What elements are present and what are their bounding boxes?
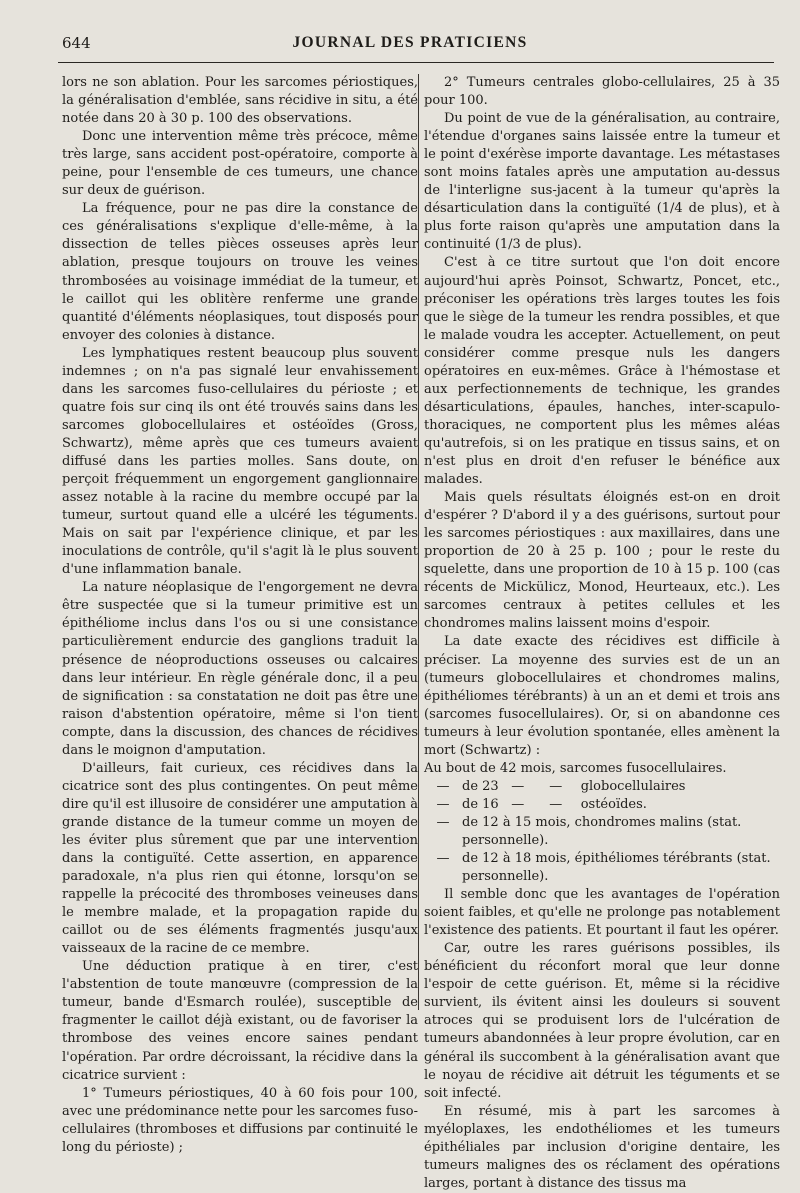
- list-text: de 16: [462, 796, 499, 812]
- list-text: de 23: [462, 778, 499, 794]
- paragraph: La fréquence, pour ne pas dire la constance de ces généralisations s'explique d'elle-même, à la dissection de telles pièces osseuses après leur ablation, presque toujours on trouve les veines thrombosées au voisinage immédiat de la tumeur, et le caillot qui les oblitère renferme une grande quantité d'éléments néoplasiques, tout disposés pour envoyer des colonies à distance.: [62, 201, 418, 343]
- paragraph: Une déduction pratique à en tirer, c'est l'abstention de toute manœuvre (compression de la tumeur, bande d'Esmarch roulée), susceptible de fragmenter le caillot déjà existant, ou de favoriser la thrombose des veines encore saines pendant l'opération. Par ordre décroissant, la récidive dans la cicatrice survient :: [62, 959, 418, 1083]
- list-dash: —: [436, 851, 450, 867]
- list-dash: —: [549, 796, 563, 812]
- list-item: [424, 778, 780, 796]
- page-header: [0, 34, 800, 56]
- paragraph: Car, outre les rares guérisons possibles, ils bénéficient du réconfort moral que leur donne l'espoir de cette guérison. Et, même si la récidive survient, ils évitent ainsi les douleurs si souvent atroces qui se produisent lors de l'ulcération de tumeurs abandonnées à leur propre évolution, car en général ils succombent à la généralisation avant que le noyau de récidive ait détruit les téguments et se soit infecté.: [424, 941, 780, 1101]
- paragraph: La date exacte des récidives est difficile à préciser. La moyenne des survies est de un an (tumeurs globocellulaires et chondromes malins, épithéliomes térébrants) à un an et demi et trois ans (sarcomes fusocellulaires). Or, si on abandonne ces tumeurs à leur évolution spontanée, elles amènent la mort (Schwartz) :: [424, 634, 780, 758]
- list-item: [424, 814, 780, 850]
- list-dash: —: [511, 778, 525, 794]
- paragraph: En résumé, mis à part les sarcomes à myéloplaxes, les endothéliomes et les tumeurs épithéliales par inclusion d'origine dentaire, les tumeurs malignes des os réclament des opérations larges, portant à distance des tissus ma: [424, 1103, 780, 1191]
- list-text: de 12 à 18 mois, épithéliomes térébrants (stat. personnelle).: [462, 851, 771, 885]
- paragraph: Donc une intervention même très précoce, même très large, sans accident post-opératoire, comporte à peine, pour l'ensemble de ces tumeurs, une chance sur deux de guérison.: [62, 129, 418, 199]
- list-item: [424, 850, 780, 886]
- list-dash: —: [436, 814, 450, 830]
- paragraph: lors ne son ablation. Pour les sarcomes périostiques, la généralisation d'emblée, sans récidive in situ, a été notée dans 20 à 30 p. 100 des observations.: [62, 75, 418, 127]
- running-title: JOURNAL DES PRATICIENS: [292, 34, 528, 51]
- list-intro: Au bout de 42 mois, sarcomes fusocellulaires.: [424, 760, 727, 776]
- right-column: [424, 74, 780, 1193]
- left-column: [62, 74, 418, 1157]
- list-dash: —: [511, 796, 525, 812]
- paragraph: 2° Tumeurs centrales globo-cellulaires, 25 à 35 pour 100.: [424, 75, 780, 109]
- paragraph: D'ailleurs, fait curieux, ces récidives dans la cicatrice sont des plus contingentes. On peut même dire qu'il est illusoire de considérer une amputation à grande distance de la tumeur comme un moyen de les éviter plus sûrement que par une intervention dans la contiguïté. Cette assertion, en apparence paradoxale, n'a plus rien qui étonne, lorsqu'on se rappelle la précocité des thromboses veineuses dans le membre malade, et la propagation rapide du caillot ou de ses éléments fragmentés jusqu'aux vaisseaux de la racine de ce membre.: [62, 760, 418, 957]
- list-text: globocellulaires: [580, 778, 686, 794]
- list-dash: —: [436, 796, 450, 812]
- list-text: ostéoïdes.: [580, 796, 647, 812]
- paragraph: La nature néoplasique de l'engorgement ne devra être suspectée que si la tumeur primitive est un épithéliome inclus dans l'os ou si une consistance particulièrement endurcie des ganglions traduit la présence de néoproductions osseuses ou calcaires dans leur intérieur. En règle générale donc, il a peu de signification : sa constatation ne doit pas être une raison d'abstention opératoire, même si l'on tient compte, dans la discussion, des chances de récidives dans le moignon d'amputation.: [62, 580, 418, 758]
- paragraph: 1° Tumeurs périostiques, 40 à 60 fois pour 100, avec une prédominance nette pour les sarcomes fuso-cellulaires (thromboses et diffusions par continuité le long du périoste) ;: [62, 1085, 418, 1155]
- survival-list: [424, 760, 780, 886]
- header-rule: [58, 62, 774, 63]
- paragraph: Mais quels résultats éloignés est-on en droit d'espérer ? D'abord il y a des guérisons, surtout pour les sarcomes périostiques : aux maxillaires, dans une proportion de 20 à 25 p. 100 ; pour le reste du squelette, dans une proportion de 10 à 15 p. 100 (cas récents de Mickülicz, Monod, Heurteaux, etc.). Les sarcomes centraux à petites cellules et les chondromes malins laissent moins d'espoir.: [424, 490, 780, 632]
- page-number: 644: [62, 34, 91, 52]
- column-divider: [418, 74, 419, 1010]
- list-text: de 12 à 15 mois, chondromes malins (stat. personnelle).: [462, 814, 742, 848]
- paragraph: Les lymphatiques restent beaucoup plus souvent indemnes ; on n'a pas signalé leur envahissement dans les sarcomes fuso-cellulaires du périoste ; et quatre fois sur cinq ils ont été trouvés sains dans les sarcomes globocellulaires et ostéoïdes (Gross, Schwartz), même après que ces tumeurs avaient diffusé dans les parties molles. Sans doute, on perçoit fréquemment un engorgement ganglionnaire assez notable à la racine du membre occupé par la tumeur, surtout quand elle a ulcéré les téguments. Mais on sait par l'expérience clinique, et par les inoculations de contrôle, qu'il s'agit là le plus souvent d'une inflammation banale.: [62, 345, 418, 578]
- paragraph: Il semble donc que les avantages de l'opération soient faibles, et qu'elle ne prolonge pas notablement l'existence des patients. Et pourtant il faut les opérer.: [424, 887, 780, 939]
- list-item: [424, 796, 780, 814]
- list-dash: —: [549, 778, 563, 794]
- paragraph: C'est à ce titre surtout que l'on doit encore aujourd'hui après Poinsot, Schwartz, Poncet, etc., préconiser les opérations très larges toutes les fois que le siège de la tumeur les rendra possibles, et que le malade voudra les accepter. Actuellement, on peut considérer comme presque nuls les dangers opératoires en eux-mêmes. Grâce à l'hémostase et aux perfectionnements de technique, les grandes désarticulations, épaules, hanches, inter-scapulo-thoraciques, ne comportent plus les mêmes aléas qu'autrefois, si on les pratique en tissus sains, et on n'est plus en droit d'en refuser le bénéfice aux malades.: [424, 255, 780, 488]
- paragraph: Du point de vue de la généralisation, au contraire, l'étendue d'organes sains laissée entre la tumeur et le point d'exérèse importe davantage. Les métastases sont moins fatales après une amputation au-dessus de l'interligne sus-jacent à la tumeur qu'après la désarticulation dans la contiguïté (1/4 de plus), et à plus forte raison qu'après une amputation dans la continuité (1/3 de plus).: [424, 111, 780, 253]
- list-dash: —: [436, 778, 450, 794]
